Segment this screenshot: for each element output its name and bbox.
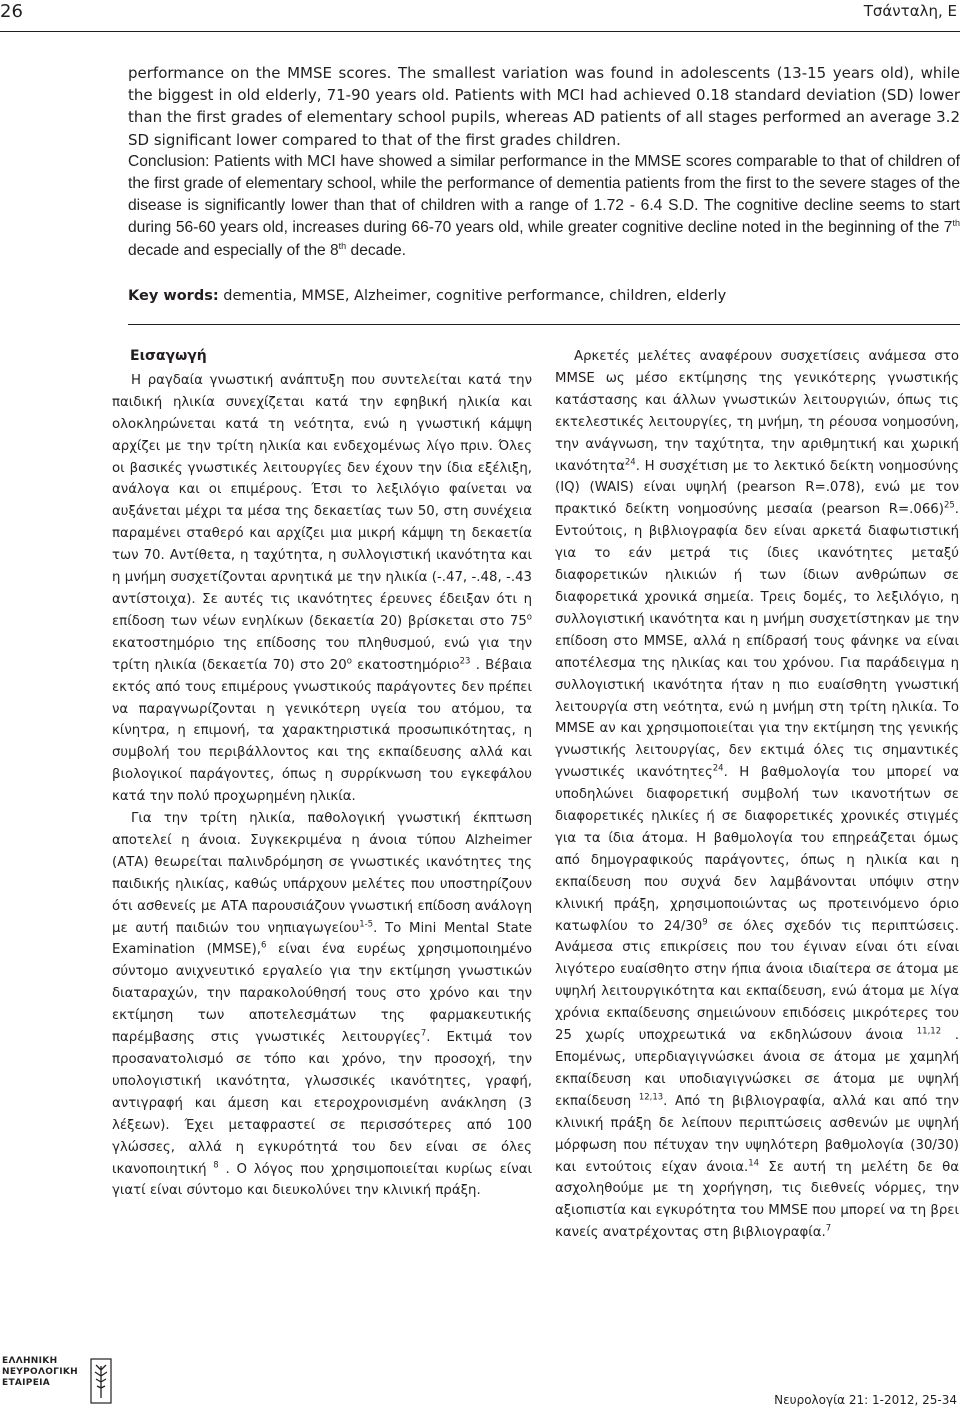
citation: 7	[825, 1223, 832, 1234]
section-rule	[128, 324, 960, 325]
citation: 24	[712, 763, 724, 774]
keywords-text: dementia, MMSE, Alzheimer, cognitive performance, children, elderly	[218, 288, 727, 304]
paragraph-text: είναι ένα ευρέως χρησιμοποιημένο σύντομο ανιχνευτικό εργαλείο για την εκτίμηση γνωστικών διαταραχών, την παρακολούθησή τους στο χρόνο και την εκτίμηση των αποτελεσμάτων της φαρμακευτικής παρέμβασης στις γνωστικές λειτουργίες	[112, 942, 532, 1046]
citation: 6	[261, 941, 267, 952]
conclusion-text: decade and especially of the 8	[128, 241, 339, 259]
citation: 8	[213, 1160, 219, 1171]
paragraph	[555, 346, 959, 1244]
paragraph-text: . Επομένως, υπερδιαγιγνώσκει άνοια σε άτομα με χαμηλή εκπαίδευση και υποδιαγιγνώσκει σε άτομα με υψηλή εκπαίδευση	[555, 1028, 959, 1109]
citation: 25	[943, 500, 955, 511]
logo-text: ΕΤΑΙΡΕΙΑ	[2, 1378, 51, 1388]
abstract-results: performance on the MMSE scores. The smallest variation was found in adolescents (13-15 years old), while the biggest in old elderly, 71-90 years old. Patients with MCI had achieved 0.18 standard deviation (SD) lower than the first grades of elementary school pupils, whereas AD patients of all stages performed an average 3.2 SD significant lower compared to that of the first grades children.	[128, 64, 960, 149]
page-header	[0, 0, 960, 32]
right-column	[555, 346, 959, 1244]
paragraph-text: Για την τρίτη ηλικία, παθολογική γνωστική έκπτωση αποτελεί η άνοια. Συγκεκριμένα η άνοια τύπου Alzheimer (ΑΤΑ) θεωρείται παλινδρόμηση σε γνωστικές ικανότητες της παιδικής ηλικίας, καθώς υπάρχουν μελέτες που υποστηρίζουν ότι ασθενείς με ΑΤΑ παρουσιάζουν γνωστική επίδοση ανάλογη με αυτή παιδιών του νηπιαγωγείου	[112, 811, 532, 936]
citation: 11,12	[916, 1026, 942, 1037]
superscript: th	[952, 218, 960, 229]
paragraph-text: . Ο λόγος που χρησιμοποιείται κυρίως είναι γιατί είναι σύντομο και διευκολύνει την κλινική πράξη.	[112, 1161, 532, 1199]
citation: 14	[748, 1158, 760, 1169]
society-logo	[2, 1356, 114, 1410]
paragraph-text: Σε αυτή τη μελέτη δε θα ασχοληθούμε με τη χορήγηση, τις διεθνείς νόρμες, την αξιοπιστία και εγκυρότητα του MMSE που μπορεί να τη βρει κανείς ανατρέχοντας στη βιβλιογραφία.	[555, 1159, 959, 1241]
keywords-label: Key words:	[128, 288, 219, 304]
abstract-conclusion	[128, 151, 960, 262]
paragraph-text: σε όλες σχεδόν τις περιπτώσεις. Ανάμεσα στις επικρίσεις που του έγιναν είναι ότι είναι λιγότερο ευαίσθητο στην ήπια άνοια ιδιαίτερα σε άτομα με υψηλή λειτουργικότητα και εκπαίδευση, ενώ άτομα με λίγα χρόνια εκπαίδευσης σημειώνουν επιδόσεις μικρότερες του 25 χωρίς υποχρεωτικά να εκδηλώσουν άνοια	[555, 918, 959, 1044]
citation: 12,13	[638, 1092, 664, 1103]
citation: 23	[459, 656, 471, 667]
citation: 9	[702, 917, 708, 928]
paragraph-text: Αρκετές μελέτες αναφέρουν συσχετίσεις ανάμεσα στο MMSE ως μέσο εκτίμησης της γενικότερης γνωστικής κατάστασης και άλλων γνωστικών λειτουργιών, όπως τις εκτελεστικές λειτουργίες, τη μνήμη, τη ρέουσα νοημοσύνη, την ανάγνωση, την ταχύτητα, την αριθμητική και χωρική ικανότητα	[555, 349, 959, 474]
header-rule	[0, 31, 960, 32]
running-head: Τσάνταλη, Ε	[863, 2, 957, 20]
page-number: 26	[0, 1, 23, 22]
paragraph-text: Η ραγδαία γνωστική ανάπτυξη που συντελείται κατά την παιδική ηλικία συνεχίζεται κατά την εφηβική ηλικία και ολοκληρώνεται κατά τη νεότητα, ενώ η γνωστική κάμψη αρχίζει με την τρίτη ηλικία και ενδεχομένως λίγο πριν. Όλες οι βασικές γνωστικές λειτουργίες δεν έχουν την ίδια εξέλιξη, ανάλογα και οι επιμέρους. Έτσι το λεξιλόγιο φαίνεται να αυξάνεται μέχρι τα μέσα της δεκαετίας των 50, στη συνέχεια παραμένει σταθερό και αρχίζει μια μικρή κάμψη τη δεκαετία των 70. Αντίθετα, η ταχύτητα, η συλλογιστική ικανότητα και η μνήμη συσχετίζονται αρνητικά με την ηλικία (-.47, -.48, -.43 αντίστοιχα). Σε αυτές τις ικανότητες έρευνες έδειξαν ότι η επίδοση των νέων ενηλίκων (δεκαετία 20) βρίσκεται στο 75	[112, 372, 532, 629]
citation: 1-5	[359, 919, 374, 930]
section-heading: Εισαγωγή	[130, 348, 207, 364]
keywords	[128, 286, 960, 306]
paragraph-text: . Η συσχέτιση με το λεκτικό δείκτη νοημοσύνης (IQ) (WAIS) είναι υψηλή (pearson R=.078), ενώ με τον πρακτικό δείκτη νοημοσύνης μεσαία (pearson R=.066)	[555, 458, 959, 518]
paragraph-text: . Εντούτοις, η βιβλιογραφία δεν είναι αρκετά διαφωτιστική για το εάν μετρά τις ίδιες ικανότητες μεταξύ διαφορετικών ηλικιών ή των ίδιων ανθρώπων σε διαφορετικά χρονικά σημεία. Τρεις δομές, το λεξιλόγιο, η συλλογιστική ικανότητα και η μνήμη συσχετίστηκαν με την επίδοση στο MMSE, αλλά η επίδρασή τους φάνηκε να είναι αποτέλεσμα της ηλικίας και του χρόνου. Για παράδειγμα η συλλογιστική ικανότητα ήταν η πιο ευαίσθητη γνωστική λειτουργία στη νεότητα, ενώ η μνήμη στη τρίτη ηλικία. Το MMSE αν και χρησιμοποιείται για την εκτίμηση της γενικής γνωστικής λειτουργίας, δεν εκτιμά όλες τις σημαντικές γνωστικές ικανότητες	[555, 502, 959, 781]
conclusion-text: decade.	[346, 241, 407, 259]
logo-emblem-icon	[90, 1358, 112, 1404]
logo-text: ΕΛΛΗΝΙΚΗ	[2, 1356, 58, 1366]
paragraph-text: εκατοστημόριο	[351, 657, 460, 673]
paragraph-text: . Εκτιμά τον προσανατολισμό σε τόπο και χρόνο, την προσοχή, την υπολογιστική ικανότητα, γλωσσικές ικανότητες, γραφή, αντιγραφή και άμεση και ετεροχρονισμένη ανάκληση (3 λέξεων). Έχει μεταφραστεί σε περισσότερες από 100 γλώσσες, αλλά η εγκυρότητά του δεν είναι σε όλες ικανοποιητική	[112, 1030, 532, 1177]
superscript: th	[338, 240, 347, 251]
paragraph	[112, 370, 532, 808]
citation: 7	[420, 1028, 427, 1039]
conclusion-text: Conclusion: Patients with MCI have showed a similar performance in the MMSE scores comparable to that of children of the first grade of elementary school, while the performance of dementia patients from the first to the severe stages of the disease is significantly lower than that of children with a range of 1.72 - 6.4 S.D. The cognitive decline seems to start during 56-60 years old, increases during 66-70 years old, while greater cognitive decline noted in the beginning of the 7	[128, 152, 960, 237]
paragraph-text: . Το Mini Mental State Examination (MMSE),	[112, 920, 533, 958]
paragraph	[112, 808, 532, 1202]
paragraph-text: . Από τη βιβλιογραφία, αλλά και από την κλινική πράξη δε λείπουν περιπτώσεις ασθενών με υψηλή μόρφωση που πέτυχαν την υψηλότερη βαθμολογία (30/30) και εντούτοις είχαν άνοια.	[555, 1093, 959, 1175]
superscript: ο	[526, 612, 532, 623]
left-column	[112, 346, 532, 1202]
logo-text: ΝΕΥΡΟΛΟΓΙΚΗ	[2, 1367, 78, 1377]
paragraph-text: . Η βαθμολογία του μπορεί να υποδηλώνει διαφορετική συμβολή των ικανοτήτων σε διαφορετικές ηλικίες ή σε διαφορετικές χρονικές στιγμές για τα ίδια άτομα. Η βαθμολογία του επηρεάζεται όμως από δημογραφικούς παράγοντες, όπως η ηλικία και η εκπαίδευση που συχνά δεν λαμβάνονται υπόψιν στην κλινική πράξη, χρησιμοποιώντας ως προτεινόμενο όριο κατωφλίου το 24/30	[555, 765, 959, 934]
paragraph-text: . Βέβαια εκτός από τους επιμέρους γνωστικούς παράγοντες δεν πρέπει να παραγνωρίζονται η γενικότερη υγεία του ατόμου, τα κίνητρα, η επιμονή, τα χαρακτηριστικά προσωπικότητας, η συμβολή του περιβάλλοντος και της εκπαίδευσης αλλά και βιολογικοί παράγοντες, όπως η συρρίκνωση του εγκεφάλου κατά την πολύ προχωρημένη ηλικία.	[112, 657, 533, 805]
abstract	[128, 62, 960, 262]
journal-reference: Νευρολογία 21: 1-2012, 25-34	[774, 1393, 957, 1407]
paragraph-text: εκατοστημόριο της επίδοσης του πληθυσμού, ενώ για την τρίτη ηλικία (δεκαετία 70) στο 20	[112, 635, 532, 673]
citation: 24	[624, 457, 636, 468]
page-footer	[0, 1340, 960, 1410]
superscript: ο	[346, 656, 352, 667]
